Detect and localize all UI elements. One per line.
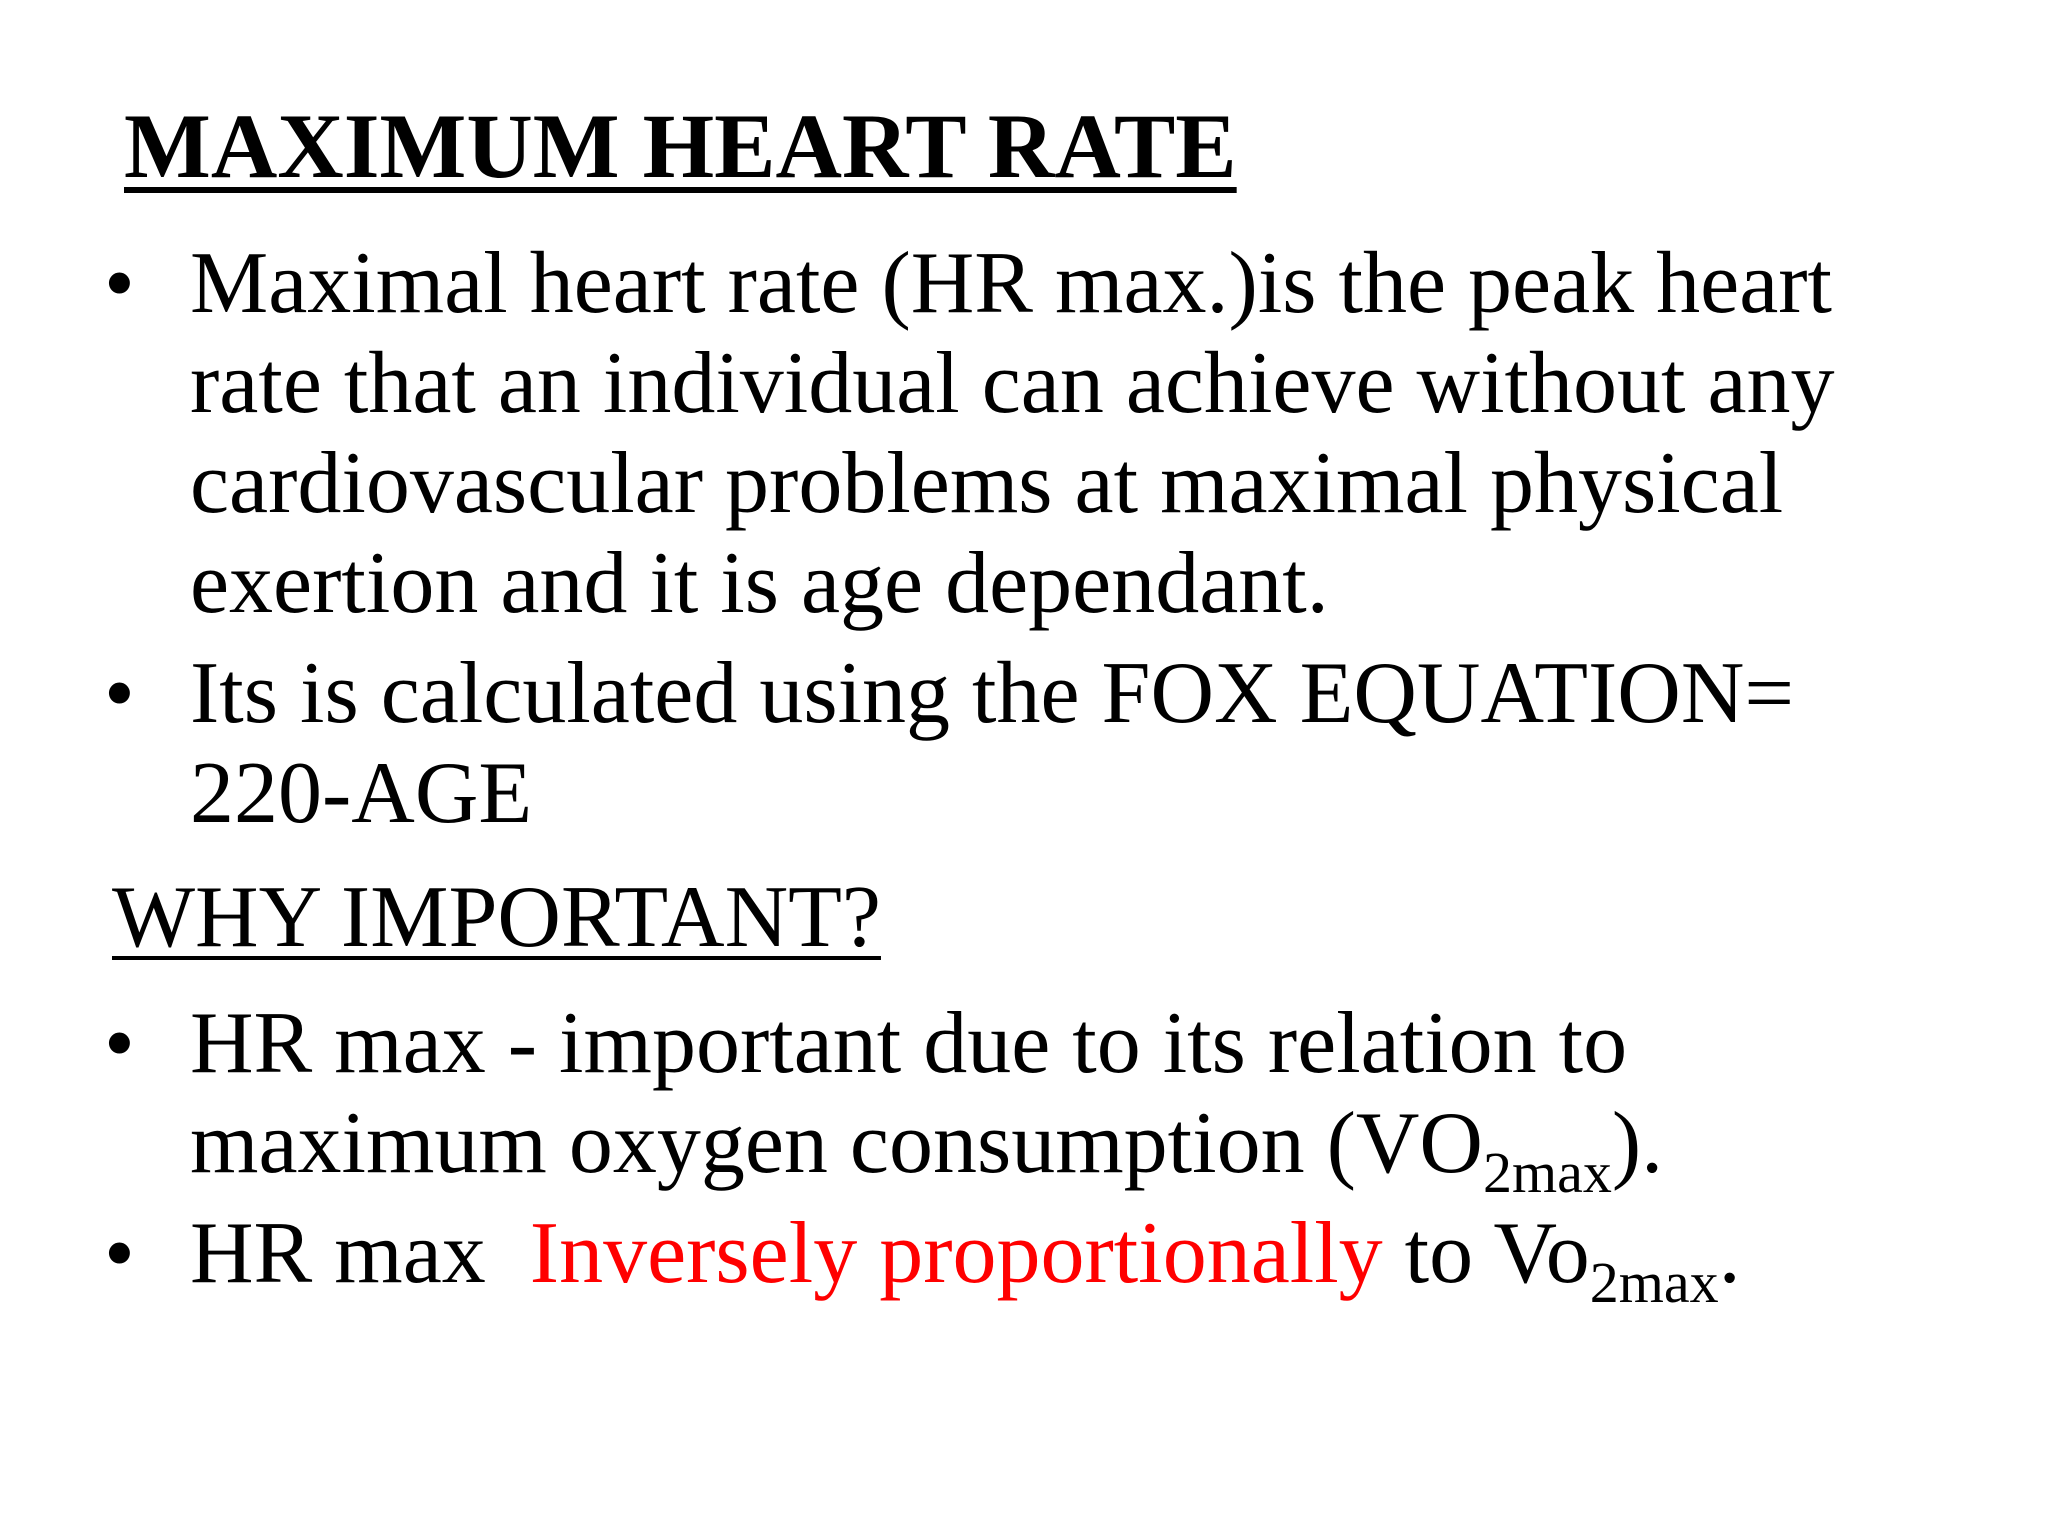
- bullet-text-start: HR max: [190, 1205, 530, 1302]
- slide-title: MAXIMUM HEART RATE: [124, 95, 1237, 197]
- bullet-item-inverse-relation: [0, 1204, 1940, 1315]
- subscript-2max: 2max: [1589, 1250, 1719, 1315]
- bullet-icon: •: [104, 1205, 135, 1302]
- bullet-item-vo2max-relation: [0, 994, 1940, 1205]
- definition-list: [0, 234, 1940, 854]
- bullet-icon: •: [104, 645, 135, 742]
- section-heading: WHY IMPORTANT?: [112, 869, 881, 966]
- bullet-icon: •: [104, 995, 135, 1092]
- bullet-text-end: ).: [1611, 1095, 1664, 1192]
- bullet-icon: •: [104, 235, 135, 332]
- bullet-item-definition: [0, 234, 1940, 634]
- bullet-text: HR max - important due to its relation to maximum oxygen consumption (VO: [190, 995, 1628, 1192]
- subscript-2max: 2max: [1482, 1140, 1612, 1205]
- bullet-text: Its is calculated using the FOX EQUATION= 220-AGE: [190, 645, 1795, 842]
- bullet-text-end: .: [1718, 1205, 1741, 1302]
- bullet-item-fox-equation: [0, 644, 1940, 844]
- importance-list: [0, 994, 1940, 1314]
- highlight-text: Inversely proportionally: [529, 1205, 1383, 1302]
- bullet-text: Maximal heart rate (HR max.)is the peak heart rate that an individual can achieve without any cardiovascular problems at maximal physical exertion and it is age dependant.: [190, 235, 1835, 632]
- bullet-text-mid: to Vo: [1382, 1205, 1590, 1302]
